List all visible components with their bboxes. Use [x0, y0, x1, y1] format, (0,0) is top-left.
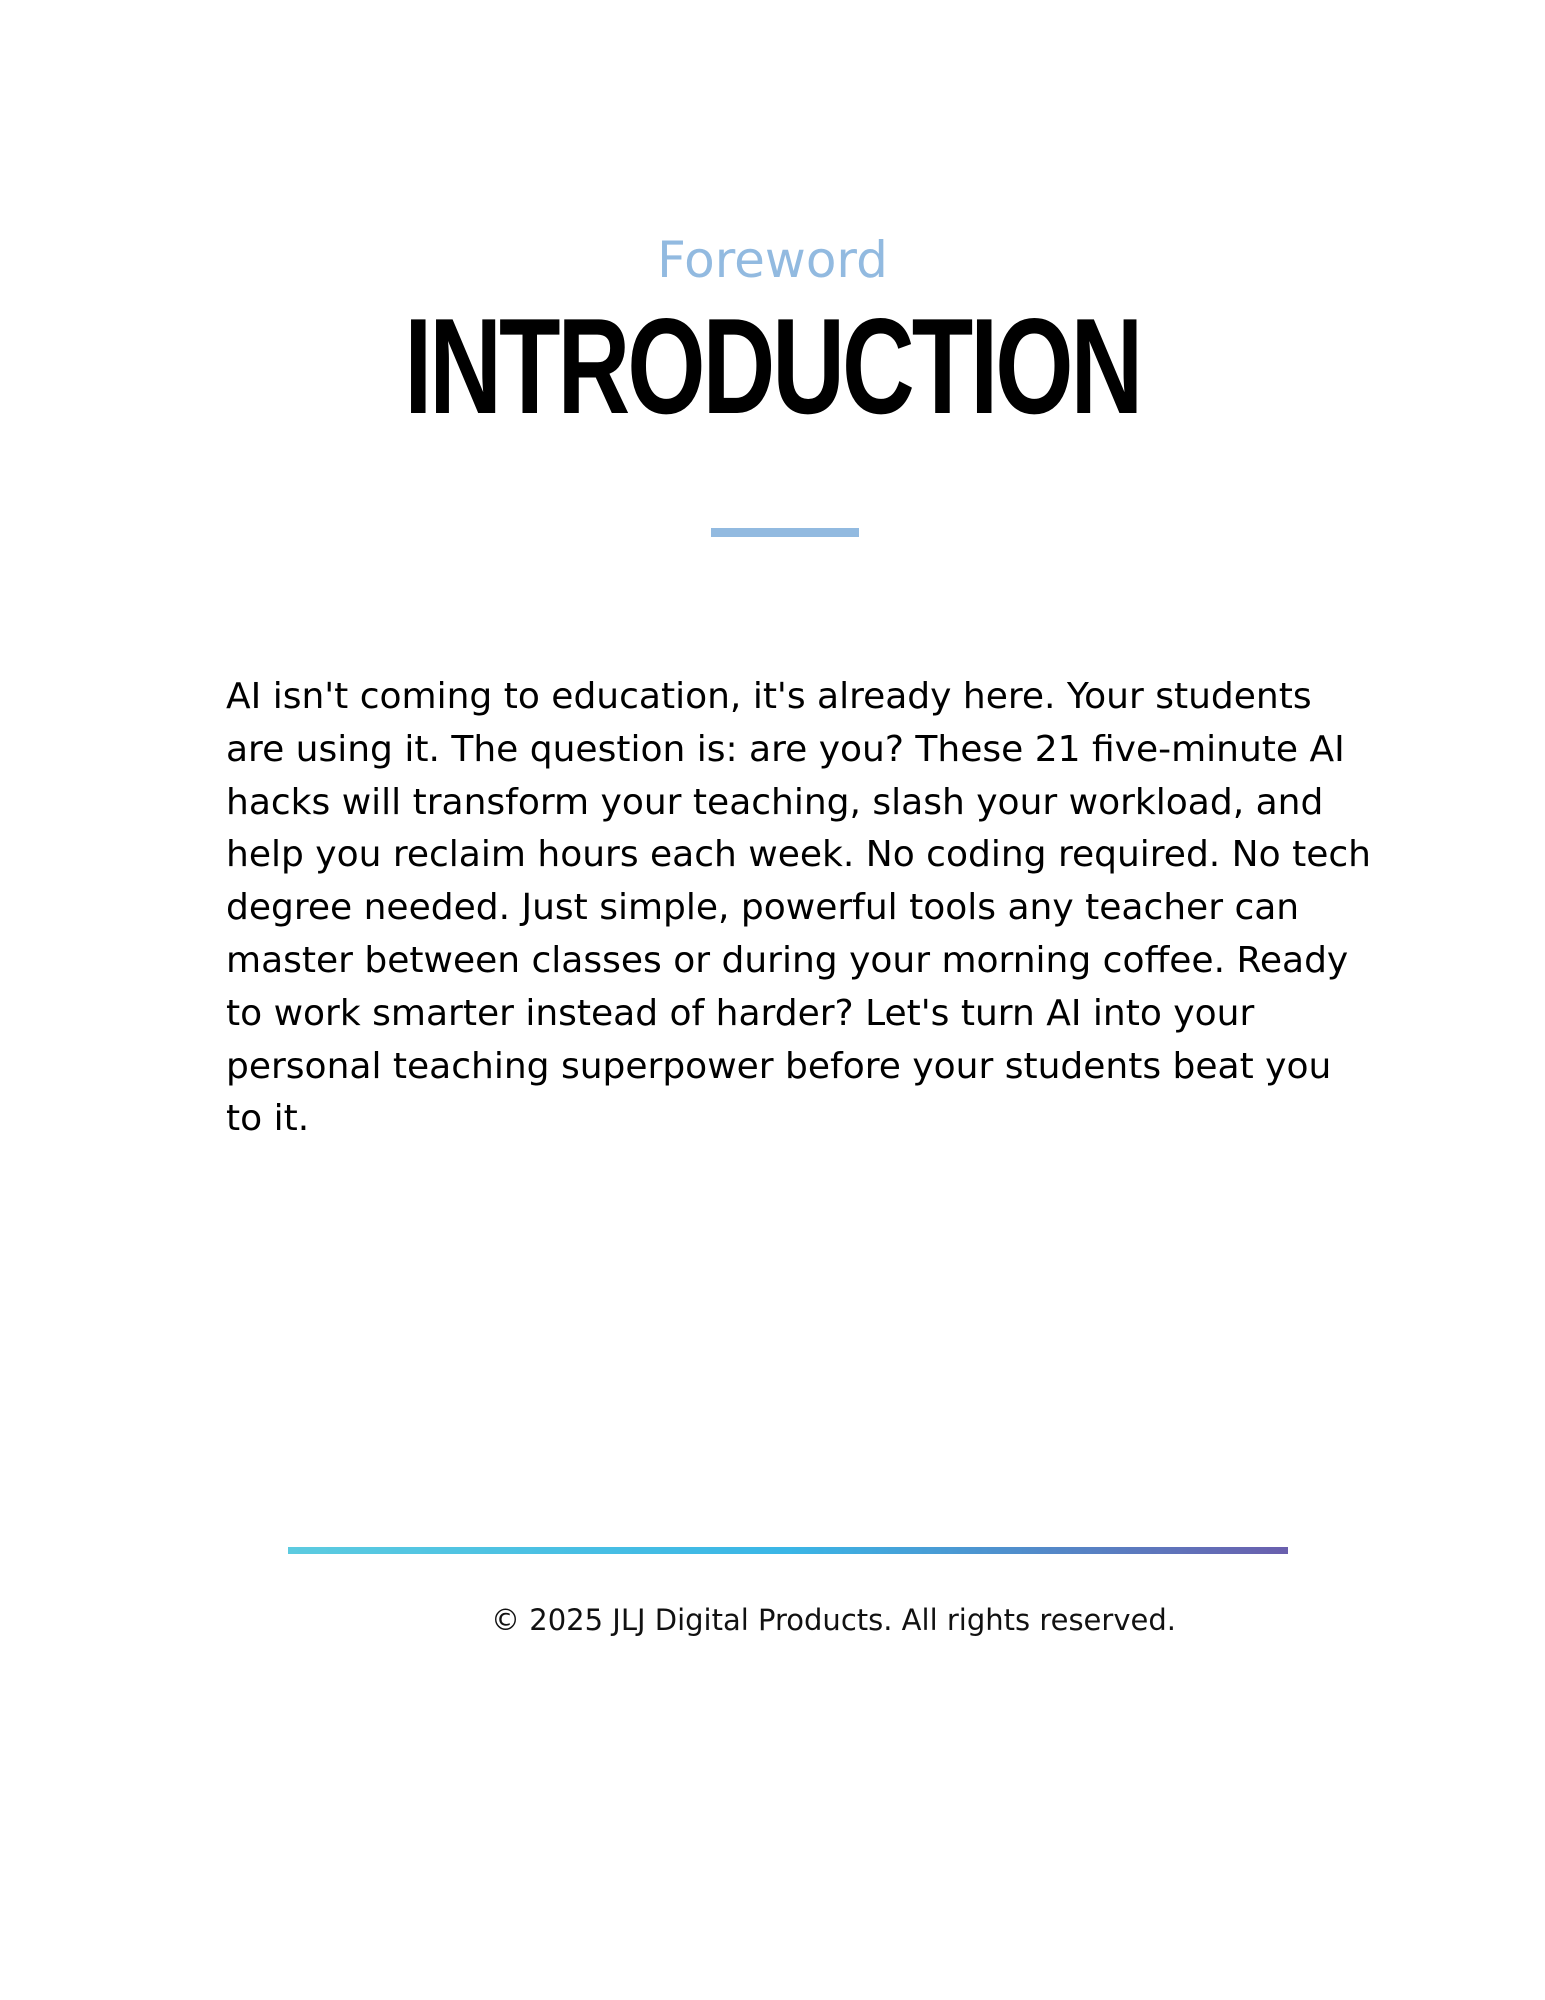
footer-divider [288, 1547, 1288, 1554]
accent-divider [711, 528, 859, 537]
intro-paragraph: AI isn't coming to education, it's already here. Your students are using it. The question is: are you? These 21 five-minute AI hacks will transform your teaching, slash your workload, and help you reclaim hours each week. No coding required. No tech degree needed. Just simple, powerful tools any teacher can master between classes or during your morning coffee. Ready to work smarter instead of harder? Let's turn AI into your personal teaching superpower before your students beat you to it. [226, 676, 1371, 1140]
page-title [0, 290, 1545, 442]
section-kicker: Foreword [657, 231, 888, 289]
page-title-text: INTRODUCTION [404, 290, 1141, 442]
copyright-notice: © 2025 JLJ Digital Products. All rights reserved. [491, 1603, 1176, 1637]
